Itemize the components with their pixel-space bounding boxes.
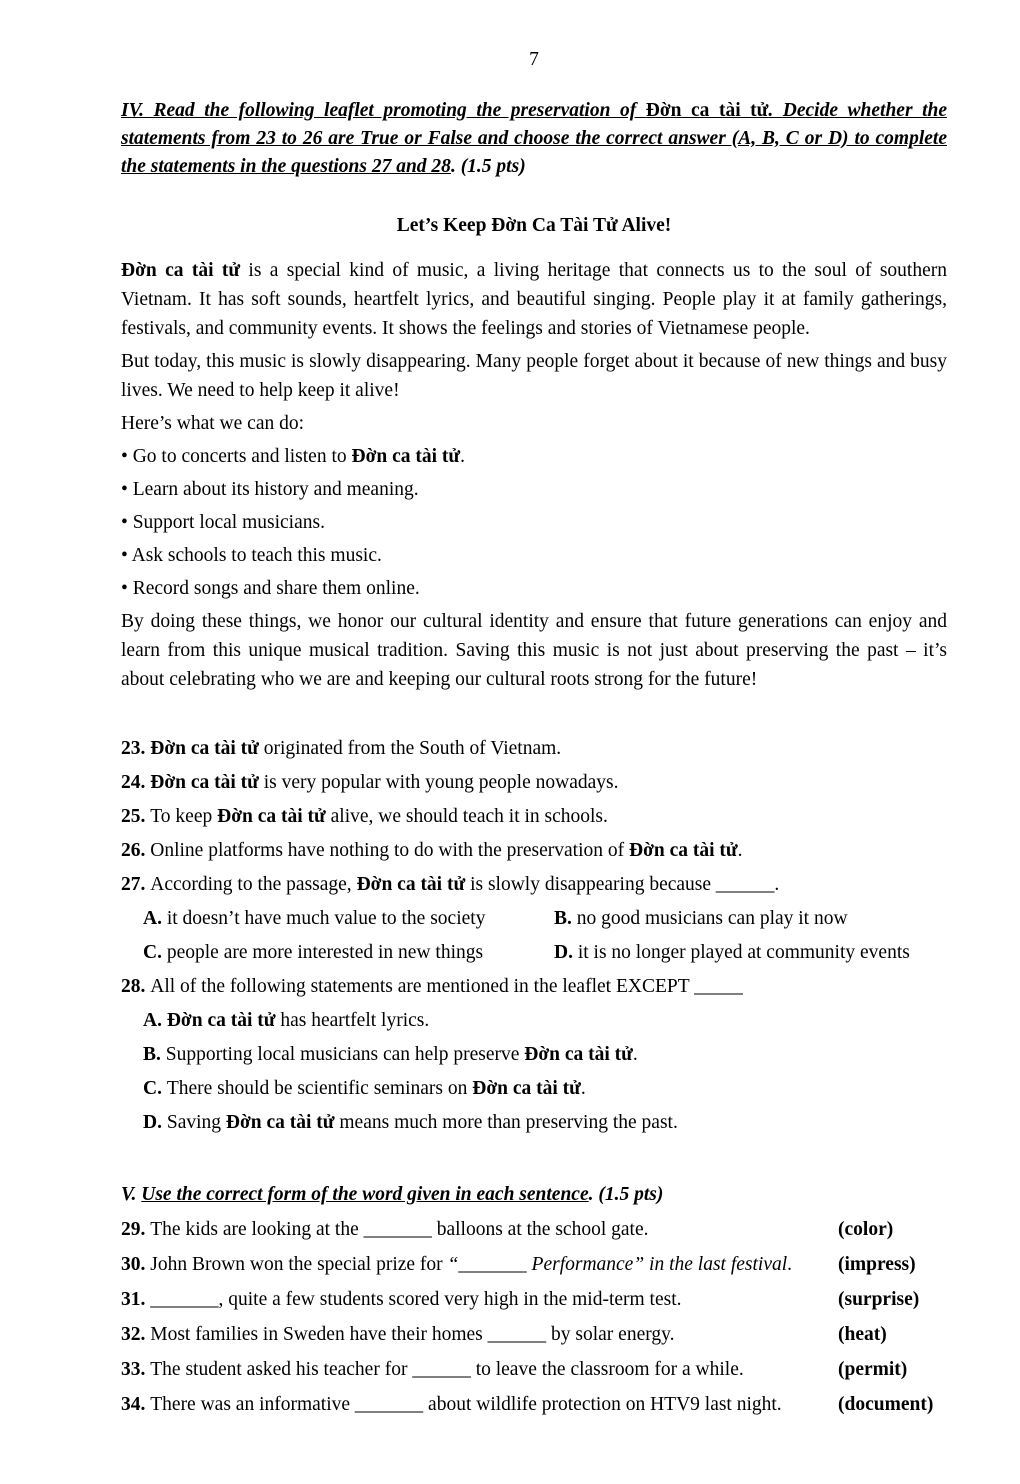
word-hint: (document)	[838, 1394, 934, 1415]
option-27-a: A. it doesn’t have much value to the society	[143, 908, 486, 929]
question-27-options-row-1	[121, 904, 947, 934]
option-28-c: C. There should be scientific seminars on Đờn ca tài tử.	[143, 1078, 586, 1099]
word-form-sentence: 34. There was an informative _______ about wildlife protection on HTV9 last night.	[121, 1394, 782, 1415]
word-form-item-30	[121, 1249, 947, 1280]
leaflet-paragraph-4: By doing these things, we honor our cultural identity and ensure that future generations can enjoy and learn from this unique musical tradition. Saving this music is not just about preserving the past – it’s about celebrating who we are and keeping our cultural roots strong for the future!	[121, 611, 947, 690]
word-form-sentence: 29. The kids are looking at the _______ balloons at the school gate.	[121, 1219, 649, 1240]
question-27: 27. According to the passage, Đờn ca tài tử is slowly disappearing because ______.	[121, 874, 780, 895]
question-23: 23. Đờn ca tài tử originated from the South of Vietnam.	[121, 738, 562, 759]
bullet-item-5: • Record songs and share them online.	[121, 578, 420, 599]
word-hint: (surprise)	[838, 1289, 920, 1310]
word-hint: (impress)	[838, 1254, 916, 1275]
word-form-item-33	[121, 1354, 947, 1385]
question-28: 28. All of the following statements are mentioned in the leaflet EXCEPT _____	[121, 976, 743, 997]
bullet-item-3: • Support local musicians.	[121, 512, 325, 533]
word-form-sentence: 30. John Brown won the special prize for “_______ Performance” in the last festival.	[121, 1254, 793, 1275]
question-27-options-row-2	[121, 938, 947, 968]
word-form-item-29	[121, 1214, 947, 1245]
option-27-b: B. no good musicians can play it now	[554, 908, 848, 929]
option-28-a: A. Đờn ca tài tử has heartfelt lyrics.	[143, 1010, 430, 1031]
leaflet-paragraph-2: But today, this music is slowly disappearing. Many people forget about it because of new things and busy lives. We need to help keep it alive!	[121, 351, 947, 401]
page-number: 7	[529, 49, 539, 70]
question-25: 25. To keep Đờn ca tài tử alive, we should teach it in schools.	[121, 806, 608, 827]
word-hint: (color)	[838, 1219, 894, 1240]
section-v-header: V. Use the correct form of the word given in each sentence. (1.5 pts)	[121, 1184, 664, 1205]
leaflet-paragraph-1: Đờn ca tài tử is a special kind of music, a living heritage that connects us to the soul of southern Vietnam. It has soft sounds, heartfelt lyrics, and beautiful singing. People play it at family gatherings, festivals, and community events. It shows the feelings and stories of Vietnamese people.	[121, 260, 947, 339]
option-28-d: D. Saving Đờn ca tài tử means much more than preserving the past.	[143, 1112, 678, 1133]
bullet-item-2: • Learn about its history and meaning.	[121, 479, 419, 500]
questions-block	[121, 734, 947, 1138]
question-24: 24. Đờn ca tài tử is very popular with young people nowadays.	[121, 772, 619, 793]
option-28-b: B. Supporting local musicians can help preserve Đờn ca tài tử.	[143, 1044, 638, 1065]
bullet-item-1: • Go to concerts and listen to Đờn ca tài tử.	[121, 446, 465, 467]
word-form-item-31	[121, 1284, 947, 1315]
word-form-sentence: 33. The student asked his teacher for ______ to leave the classroom for a while.	[121, 1359, 744, 1380]
word-form-item-32	[121, 1319, 947, 1350]
question-26: 26. Online platforms have nothing to do with the preservation of Đờn ca tài tử.	[121, 840, 743, 861]
word-form-item-34	[121, 1389, 947, 1420]
leaflet-title: Let’s Keep Đờn Ca Tài Tử Alive!	[396, 215, 672, 236]
word-hint: (heat)	[838, 1324, 887, 1345]
option-27-d: D. it is no longer played at community events	[554, 942, 910, 963]
bullet-item-4: • Ask schools to teach this music.	[121, 545, 382, 566]
leaflet-paragraph-3: Here’s what we can do:	[121, 413, 305, 434]
word-form-sentence: 32. Most families in Sweden have their homes ______ by solar energy.	[121, 1324, 675, 1345]
word-form-sentence: 31. _______, quite a few students scored very high in the mid-term test.	[121, 1289, 682, 1310]
option-27-c: C. people are more interested in new things	[143, 942, 484, 963]
word-hint: (permit)	[838, 1359, 908, 1380]
section-iv-header: IV. Read the following leaflet promoting the preservation of Đờn ca tài tử. Decide whether the statements from 23 to 26 are True or False and choose the correct answer (A, B, C or D) to complete the statements in the questions 27 and 28. (1.5 pts)	[121, 100, 947, 177]
section-v-block	[121, 1180, 947, 1420]
